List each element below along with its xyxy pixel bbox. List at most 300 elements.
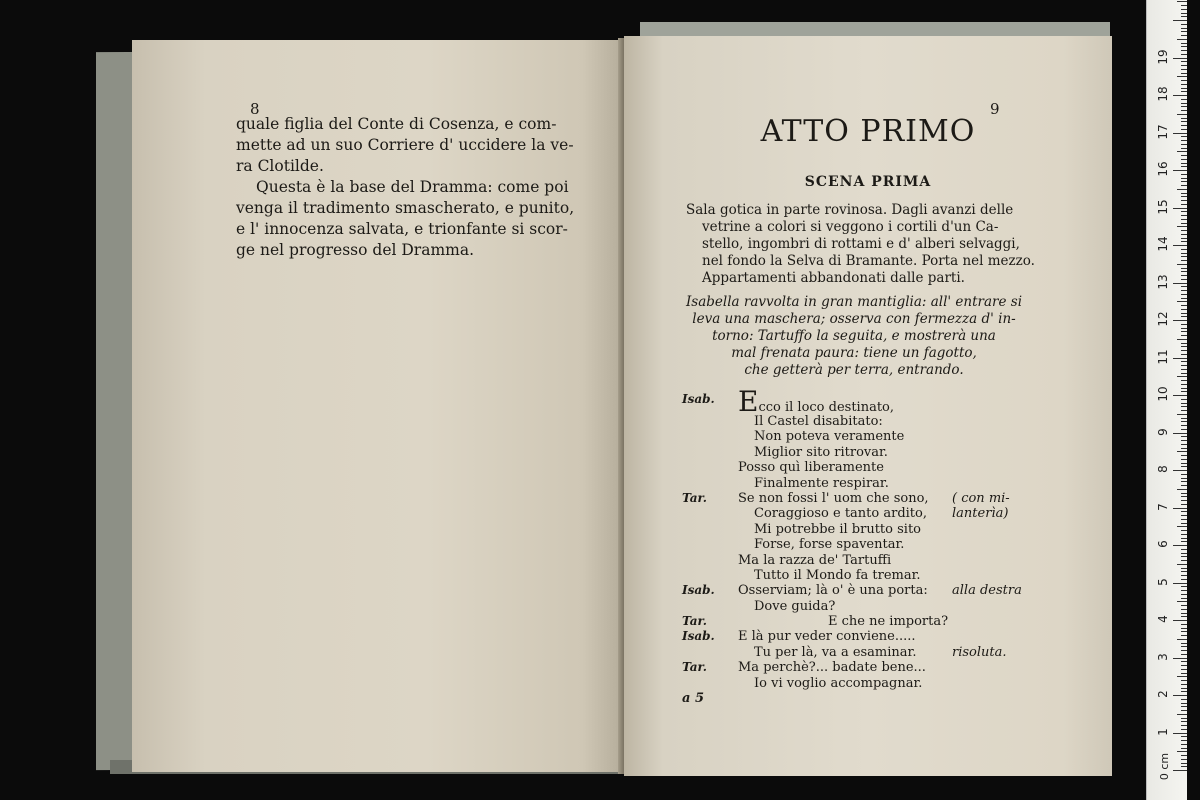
ruler-tick bbox=[1181, 560, 1187, 561]
ruler-tick bbox=[1181, 46, 1187, 47]
ruler-tick bbox=[1181, 504, 1187, 505]
ruler-tick bbox=[1181, 193, 1187, 194]
ruler-tick bbox=[1181, 238, 1187, 239]
ruler-tick bbox=[1177, 189, 1187, 190]
ruler-tick bbox=[1181, 316, 1187, 317]
ruler-tick bbox=[1181, 155, 1187, 156]
ruler-tick bbox=[1181, 684, 1187, 685]
ruler-tick bbox=[1181, 418, 1187, 419]
ruler-tick bbox=[1181, 129, 1187, 130]
ruler-tick bbox=[1181, 646, 1187, 647]
ruler-tick bbox=[1181, 335, 1187, 336]
ruler-tick bbox=[1181, 241, 1187, 242]
ruler-tick bbox=[1177, 639, 1187, 640]
ruler-tick bbox=[1173, 470, 1187, 471]
ruler-tick bbox=[1181, 80, 1187, 81]
scene-setting bbox=[686, 202, 1035, 287]
dialogue-line bbox=[682, 445, 1052, 460]
speaker-label: Tar. bbox=[682, 490, 707, 505]
ruler-tick bbox=[1177, 264, 1187, 265]
ruler-number: 8 bbox=[1156, 465, 1170, 473]
ruler-tick bbox=[1181, 106, 1187, 107]
ruler-tick bbox=[1173, 433, 1187, 434]
ruler-tick bbox=[1173, 658, 1187, 659]
ruler-tick bbox=[1181, 200, 1187, 201]
ruler-tick bbox=[1181, 249, 1187, 250]
ruler-number: 2 bbox=[1156, 690, 1170, 698]
ruler-tick bbox=[1173, 20, 1187, 21]
setting-line: vetrine a colori si veggono i cortili d'un Ca- bbox=[702, 219, 999, 235]
ruler-tick bbox=[1181, 673, 1187, 674]
ruler-tick bbox=[1181, 594, 1187, 595]
ruler-tick bbox=[1181, 346, 1187, 347]
ruler-tick bbox=[1181, 88, 1187, 89]
ruler-tick bbox=[1181, 350, 1187, 351]
ruler-tick bbox=[1173, 283, 1187, 284]
dialogue-line bbox=[682, 553, 1052, 568]
stage-note: risoluta. bbox=[952, 644, 1007, 660]
ruler-tick bbox=[1173, 320, 1187, 321]
ruler-tick bbox=[1181, 688, 1187, 689]
dialogue-text: Miglior sito ritrovar. bbox=[754, 444, 888, 460]
ruler-tick bbox=[1181, 103, 1187, 104]
ruler-tick bbox=[1181, 305, 1187, 306]
ruler-tick bbox=[1177, 39, 1187, 40]
ruler-number: 10 bbox=[1156, 386, 1170, 402]
ruler-tick bbox=[1177, 451, 1187, 452]
right-page bbox=[624, 36, 1112, 776]
ruler-tick bbox=[1181, 196, 1187, 197]
ruler-tick bbox=[1181, 215, 1187, 216]
ruler-tick bbox=[1181, 459, 1187, 460]
ruler-tick bbox=[1181, 538, 1187, 539]
ruler-tick bbox=[1181, 616, 1187, 617]
act-title: ATTO PRIMO bbox=[760, 114, 976, 149]
ruler-tick bbox=[1181, 178, 1187, 179]
ruler-tick bbox=[1181, 478, 1187, 479]
ruler-tick bbox=[1177, 601, 1187, 602]
ruler-tick bbox=[1181, 43, 1187, 44]
text-line: ge nel progresso del Dramma. bbox=[236, 241, 475, 259]
ruler-tick bbox=[1181, 425, 1187, 426]
text-line: venga il tradimento smascherato, e punito, bbox=[236, 199, 575, 217]
dialogue-line bbox=[682, 460, 1052, 475]
ruler-number: 7 bbox=[1156, 502, 1170, 511]
ruler-tick bbox=[1181, 496, 1187, 497]
ruler-tick bbox=[1181, 185, 1187, 186]
ruler-tick bbox=[1181, 455, 1187, 456]
ruler-tick bbox=[1181, 24, 1187, 25]
dialogue-text: Finalmente respirar. bbox=[754, 475, 889, 491]
ruler-tick bbox=[1181, 73, 1187, 74]
ruler-tick bbox=[1181, 429, 1187, 430]
dialogue-text bbox=[738, 385, 895, 418]
ruler-tick bbox=[1173, 133, 1187, 134]
page-number-right: 9 bbox=[990, 100, 1000, 118]
ruler-tick bbox=[1181, 586, 1187, 587]
ruler-tick bbox=[1181, 740, 1187, 741]
text-line: mette ad un suo Corriere d' uccidere la ve- bbox=[236, 136, 574, 154]
stage-note: alla destra bbox=[952, 583, 1022, 599]
dialogue-text: Non poteva veramente bbox=[754, 429, 905, 445]
speaker-label: Tar. bbox=[682, 660, 707, 675]
dialogue-text: Ma perchè?... badate bene... bbox=[738, 660, 926, 676]
ruler-tick bbox=[1181, 643, 1187, 644]
ruler-tick bbox=[1173, 733, 1187, 734]
ruler-number: 9 bbox=[1156, 427, 1170, 436]
ruler-tick bbox=[1181, 159, 1187, 160]
dialogue-line bbox=[682, 660, 1052, 675]
ruler-tick bbox=[1181, 204, 1187, 205]
dialogue-line bbox=[682, 522, 1052, 537]
ruler-unit-label: 0 cm bbox=[1158, 752, 1172, 781]
dialogue-text: Ma la razza de' Tartuffi bbox=[738, 552, 892, 568]
ruler-tick bbox=[1181, 763, 1187, 764]
ruler-tick bbox=[1181, 148, 1187, 149]
dialogue-text: Tu per là, va a esaminar. bbox=[754, 644, 917, 660]
ruler-tick bbox=[1177, 526, 1187, 527]
text-line: Questa è la base del Dramma: come poi bbox=[256, 178, 569, 196]
ruler-tick bbox=[1181, 136, 1187, 137]
ruler-tick bbox=[1173, 58, 1187, 59]
ruler-tick bbox=[1181, 65, 1187, 66]
ruler-tick bbox=[1181, 223, 1187, 224]
ruler-tick bbox=[1177, 76, 1187, 77]
ruler-tick bbox=[1181, 436, 1187, 437]
dialogue-text: Il Castel disabitato: bbox=[754, 414, 883, 429]
ruler-tick bbox=[1181, 440, 1187, 441]
ruler-tick bbox=[1181, 406, 1187, 407]
ruler-tick bbox=[1181, 444, 1187, 445]
ruler-tick bbox=[1181, 403, 1187, 404]
setting-line: stello, ingombri di rottami e d' alberi selvaggi, bbox=[702, 236, 1020, 252]
ruler-tick bbox=[1181, 331, 1187, 332]
ruler-number: 3 bbox=[1156, 652, 1170, 661]
text-line: quale figlia del Conte di Cosenza, e com- bbox=[236, 115, 557, 133]
stage-direction bbox=[684, 294, 1024, 379]
ruler-tick bbox=[1181, 31, 1187, 32]
ruler-tick bbox=[1181, 365, 1187, 366]
ruler-tick bbox=[1181, 294, 1187, 295]
ruler-tick bbox=[1181, 260, 1187, 261]
ruler-tick bbox=[1181, 493, 1187, 494]
dialogue-line bbox=[682, 691, 1052, 706]
ruler-tick bbox=[1181, 725, 1187, 726]
ruler-tick bbox=[1181, 211, 1187, 212]
ruler-tick bbox=[1181, 373, 1187, 374]
dialogue-line bbox=[682, 385, 1052, 418]
ruler-tick bbox=[1181, 549, 1187, 550]
ruler-tick bbox=[1181, 654, 1187, 655]
ruler-tick bbox=[1181, 541, 1187, 542]
dialogue-text: a 5 bbox=[682, 691, 704, 707]
ruler-tick bbox=[1181, 718, 1187, 719]
ruler-number: 14 bbox=[1156, 236, 1170, 252]
ruler-tick bbox=[1181, 568, 1187, 569]
ruler-tick bbox=[1181, 253, 1187, 254]
ruler-tick bbox=[1181, 110, 1187, 111]
ruler-tick bbox=[1181, 523, 1187, 524]
page-number-left: 8 bbox=[250, 100, 260, 118]
dialogue-text: Coraggioso e tanto ardito, bbox=[754, 506, 927, 522]
dialogue-line bbox=[682, 537, 1052, 552]
setting-line: Appartamenti abbandonati dalle parti. bbox=[702, 270, 965, 286]
ruler-tick bbox=[1181, 448, 1187, 449]
ruler-tick bbox=[1181, 5, 1187, 6]
ruler-tick bbox=[1177, 714, 1187, 715]
ruler-tick bbox=[1181, 579, 1187, 580]
dialogue-line bbox=[682, 614, 1052, 629]
ruler-tick bbox=[1173, 695, 1187, 696]
ruler-tick bbox=[1181, 553, 1187, 554]
ruler-tick bbox=[1177, 564, 1187, 565]
ruler-tick bbox=[1181, 50, 1187, 51]
speaker-label: Isab. bbox=[682, 583, 715, 598]
ruler-tick bbox=[1177, 301, 1187, 302]
text-line: ra Clotilde. bbox=[236, 157, 324, 175]
ruler-number: 15 bbox=[1156, 198, 1170, 215]
dialogue bbox=[682, 385, 1052, 707]
setting-line: Sala gotica in parte rovinosa. Dagli avanzi delle bbox=[686, 202, 1014, 218]
ruler-tick bbox=[1181, 721, 1187, 722]
ruler-tick bbox=[1181, 324, 1187, 325]
ruler-tick bbox=[1181, 13, 1187, 14]
ruler-tick bbox=[1181, 313, 1187, 314]
ruler-tick bbox=[1177, 226, 1187, 227]
ruler-tick bbox=[1181, 380, 1187, 381]
stage-line: torno: Tartuffo la seguita, e mostrerà una bbox=[712, 328, 996, 344]
ruler-tick bbox=[1181, 534, 1187, 535]
ruler-tick bbox=[1181, 343, 1187, 344]
ruler-tick bbox=[1181, 219, 1187, 220]
ruler-number: 5 bbox=[1156, 577, 1170, 586]
ruler-tick bbox=[1181, 309, 1187, 310]
ruler-tick bbox=[1173, 358, 1187, 359]
ruler-tick bbox=[1181, 515, 1187, 516]
ruler-tick bbox=[1181, 699, 1187, 700]
ruler-tick bbox=[1181, 421, 1187, 422]
ruler-tick bbox=[1177, 1, 1187, 2]
stage-line: leva una maschera; osserva con fermezza d' in- bbox=[692, 311, 1016, 327]
dialogue-line bbox=[682, 676, 1052, 691]
dialogue-text: Osserviam; là o' è una porta: bbox=[738, 583, 928, 599]
ruler-tick bbox=[1181, 369, 1187, 370]
ruler-tick bbox=[1181, 99, 1187, 100]
ruler-tick bbox=[1177, 376, 1187, 377]
ruler-tick bbox=[1181, 463, 1187, 464]
ruler-tick bbox=[1181, 598, 1187, 599]
ruler-tick bbox=[1181, 298, 1187, 299]
ruler-tick bbox=[1173, 395, 1187, 396]
ruler-tick bbox=[1181, 759, 1187, 760]
dialogue-line bbox=[682, 429, 1052, 444]
ruler-tick bbox=[1181, 35, 1187, 36]
ruler-tick bbox=[1181, 710, 1187, 711]
speaker-label: Isab. bbox=[682, 392, 715, 406]
ruler-tick bbox=[1173, 208, 1187, 209]
ruler-tick bbox=[1181, 28, 1187, 29]
ruler-tick bbox=[1181, 590, 1187, 591]
dialogue-text-rest: cco il loco destinato, bbox=[758, 400, 895, 415]
ruler-tick bbox=[1181, 571, 1187, 572]
ruler-number: 18 bbox=[1156, 86, 1170, 102]
dialogue-text: Dove guida? bbox=[754, 598, 836, 614]
ruler-tick bbox=[1181, 665, 1187, 666]
ruler-tick bbox=[1173, 620, 1187, 621]
dialogue-line bbox=[682, 568, 1052, 583]
dialogue-line bbox=[682, 583, 1052, 598]
ruler-number: 19 bbox=[1156, 48, 1170, 65]
ruler-tick bbox=[1181, 388, 1187, 389]
measuring-ruler bbox=[1146, 0, 1187, 800]
ruler-tick bbox=[1181, 9, 1187, 10]
ruler-tick bbox=[1181, 391, 1187, 392]
stage-note: ( con mi- bbox=[952, 490, 1010, 506]
ruler-tick bbox=[1181, 466, 1187, 467]
ruler-tick bbox=[1181, 703, 1187, 704]
ruler-tick bbox=[1181, 650, 1187, 651]
ruler-tick bbox=[1181, 736, 1187, 737]
ruler-tick bbox=[1181, 474, 1187, 475]
speaker-label: Tar. bbox=[682, 614, 707, 629]
ruler-tick bbox=[1181, 410, 1187, 411]
text-line: e l' innocenza salvata, e trionfante si scor- bbox=[236, 220, 568, 238]
ruler-tick bbox=[1181, 125, 1187, 126]
ruler-tick bbox=[1181, 256, 1187, 257]
dialogue-text: Se non fossi l' uom che sono, bbox=[738, 490, 929, 506]
ruler-tick bbox=[1181, 399, 1187, 400]
dialogue-text: Tutto il Mondo fa tremar. bbox=[754, 567, 921, 583]
dialogue-line bbox=[682, 476, 1052, 491]
dialogue-line bbox=[682, 506, 1052, 521]
ruler-tick bbox=[1181, 605, 1187, 606]
ruler-tick bbox=[1181, 361, 1187, 362]
stage-line: mal frenata paura: tiene un fagotto, bbox=[731, 345, 977, 361]
ruler-number: 1 bbox=[1156, 727, 1170, 736]
stage-line: Isabella ravvolta in gran mantiglia: all' entrare si bbox=[685, 294, 1023, 310]
ruler-tick bbox=[1173, 95, 1187, 96]
ruler-tick bbox=[1181, 140, 1187, 141]
ruler-tick bbox=[1177, 489, 1187, 490]
ruler-tick bbox=[1181, 234, 1187, 235]
ruler-tick bbox=[1181, 286, 1187, 287]
ruler-tick bbox=[1181, 275, 1187, 276]
ruler-number: 16 bbox=[1156, 161, 1170, 177]
left-page bbox=[132, 40, 622, 772]
ruler-tick bbox=[1181, 628, 1187, 629]
ruler-tick bbox=[1181, 91, 1187, 92]
ruler-tick bbox=[1181, 230, 1187, 231]
ruler-tick bbox=[1181, 118, 1187, 119]
ruler-tick bbox=[1177, 151, 1187, 152]
ruler-tick bbox=[1181, 635, 1187, 636]
ruler-tick bbox=[1181, 384, 1187, 385]
ruler-tick bbox=[1181, 669, 1187, 670]
ruler-tick bbox=[1173, 545, 1187, 546]
ruler-tick bbox=[1181, 354, 1187, 355]
ruler-tick bbox=[1181, 163, 1187, 164]
stage-note: lanterìa) bbox=[952, 506, 1009, 522]
dialogue-line bbox=[682, 491, 1052, 506]
ruler-tick bbox=[1181, 631, 1187, 632]
ruler-tick bbox=[1181, 16, 1187, 17]
ruler-tick bbox=[1177, 339, 1187, 340]
ruler-number: 6 bbox=[1156, 540, 1170, 548]
ruler-tick bbox=[1177, 114, 1187, 115]
dialogue-text: Posso quì liberamente bbox=[738, 460, 884, 476]
ruler-tick bbox=[1181, 680, 1187, 681]
ruler-tick bbox=[1181, 744, 1187, 745]
stage-line: che getterà per terra, entrando. bbox=[744, 362, 964, 378]
scene-title: SCENA PRIMA bbox=[804, 174, 932, 190]
ruler-tick bbox=[1173, 170, 1187, 171]
setting-line: nel fondo la Selva di Bramante. Porta nel mezzo. bbox=[702, 253, 1035, 269]
ruler-tick bbox=[1181, 121, 1187, 122]
dialogue-text: Mi potrebbe il brutto sito bbox=[754, 521, 921, 537]
ruler-tick bbox=[1181, 485, 1187, 486]
ruler-tick bbox=[1181, 61, 1187, 62]
ruler-tick bbox=[1181, 624, 1187, 625]
ruler-tick bbox=[1177, 414, 1187, 415]
ruler-tick bbox=[1181, 481, 1187, 482]
ruler-tick bbox=[1181, 511, 1187, 512]
drop-cap: E bbox=[738, 385, 759, 418]
dialogue-line bbox=[682, 645, 1052, 660]
ruler-tick bbox=[1181, 69, 1187, 70]
ruler-tick bbox=[1181, 609, 1187, 610]
dialogue-text: E che ne importa? bbox=[828, 614, 949, 630]
ruler-tick bbox=[1181, 181, 1187, 182]
ruler-tick bbox=[1181, 290, 1187, 291]
ruler-tick bbox=[1181, 279, 1187, 280]
ruler-number: 17 bbox=[1156, 123, 1170, 140]
ruler-tick bbox=[1181, 84, 1187, 85]
ruler-tick bbox=[1181, 691, 1187, 692]
dialogue-text: E là pur veder conviene..... bbox=[738, 629, 916, 645]
ruler-tick bbox=[1181, 766, 1187, 767]
dialogue-line bbox=[682, 414, 1052, 429]
ruler-number: 11 bbox=[1156, 348, 1170, 365]
ruler-tick bbox=[1181, 661, 1187, 662]
dialogue-line bbox=[682, 629, 1052, 644]
ruler-tick bbox=[1181, 729, 1187, 730]
ruler-tick bbox=[1181, 755, 1187, 756]
dialogue-text: Forse, forse spaventar. bbox=[754, 537, 905, 553]
ruler-tick bbox=[1181, 268, 1187, 269]
ruler-tick bbox=[1181, 575, 1187, 576]
ruler-tick bbox=[1181, 519, 1187, 520]
speaker-label: Isab. bbox=[682, 629, 715, 644]
ruler-tick bbox=[1181, 271, 1187, 272]
ruler-tick bbox=[1177, 676, 1187, 677]
ruler-tick bbox=[1173, 245, 1187, 246]
dialogue-text: Io vi voglio accompagnar. bbox=[754, 675, 923, 691]
dialogue-line bbox=[682, 599, 1052, 614]
ruler-tick bbox=[1177, 751, 1187, 752]
ruler-tick bbox=[1173, 770, 1187, 771]
ruler-tick bbox=[1181, 556, 1187, 557]
ruler-tick bbox=[1181, 54, 1187, 55]
ruler-tick bbox=[1181, 144, 1187, 145]
ruler-tick bbox=[1173, 508, 1187, 509]
ruler-tick bbox=[1181, 174, 1187, 175]
ruler-tick bbox=[1181, 530, 1187, 531]
ruler-tick bbox=[1181, 748, 1187, 749]
ruler-number: 4 bbox=[1156, 615, 1170, 623]
ruler-tick bbox=[1181, 613, 1187, 614]
ruler-tick bbox=[1181, 706, 1187, 707]
ruler-tick bbox=[1181, 500, 1187, 501]
